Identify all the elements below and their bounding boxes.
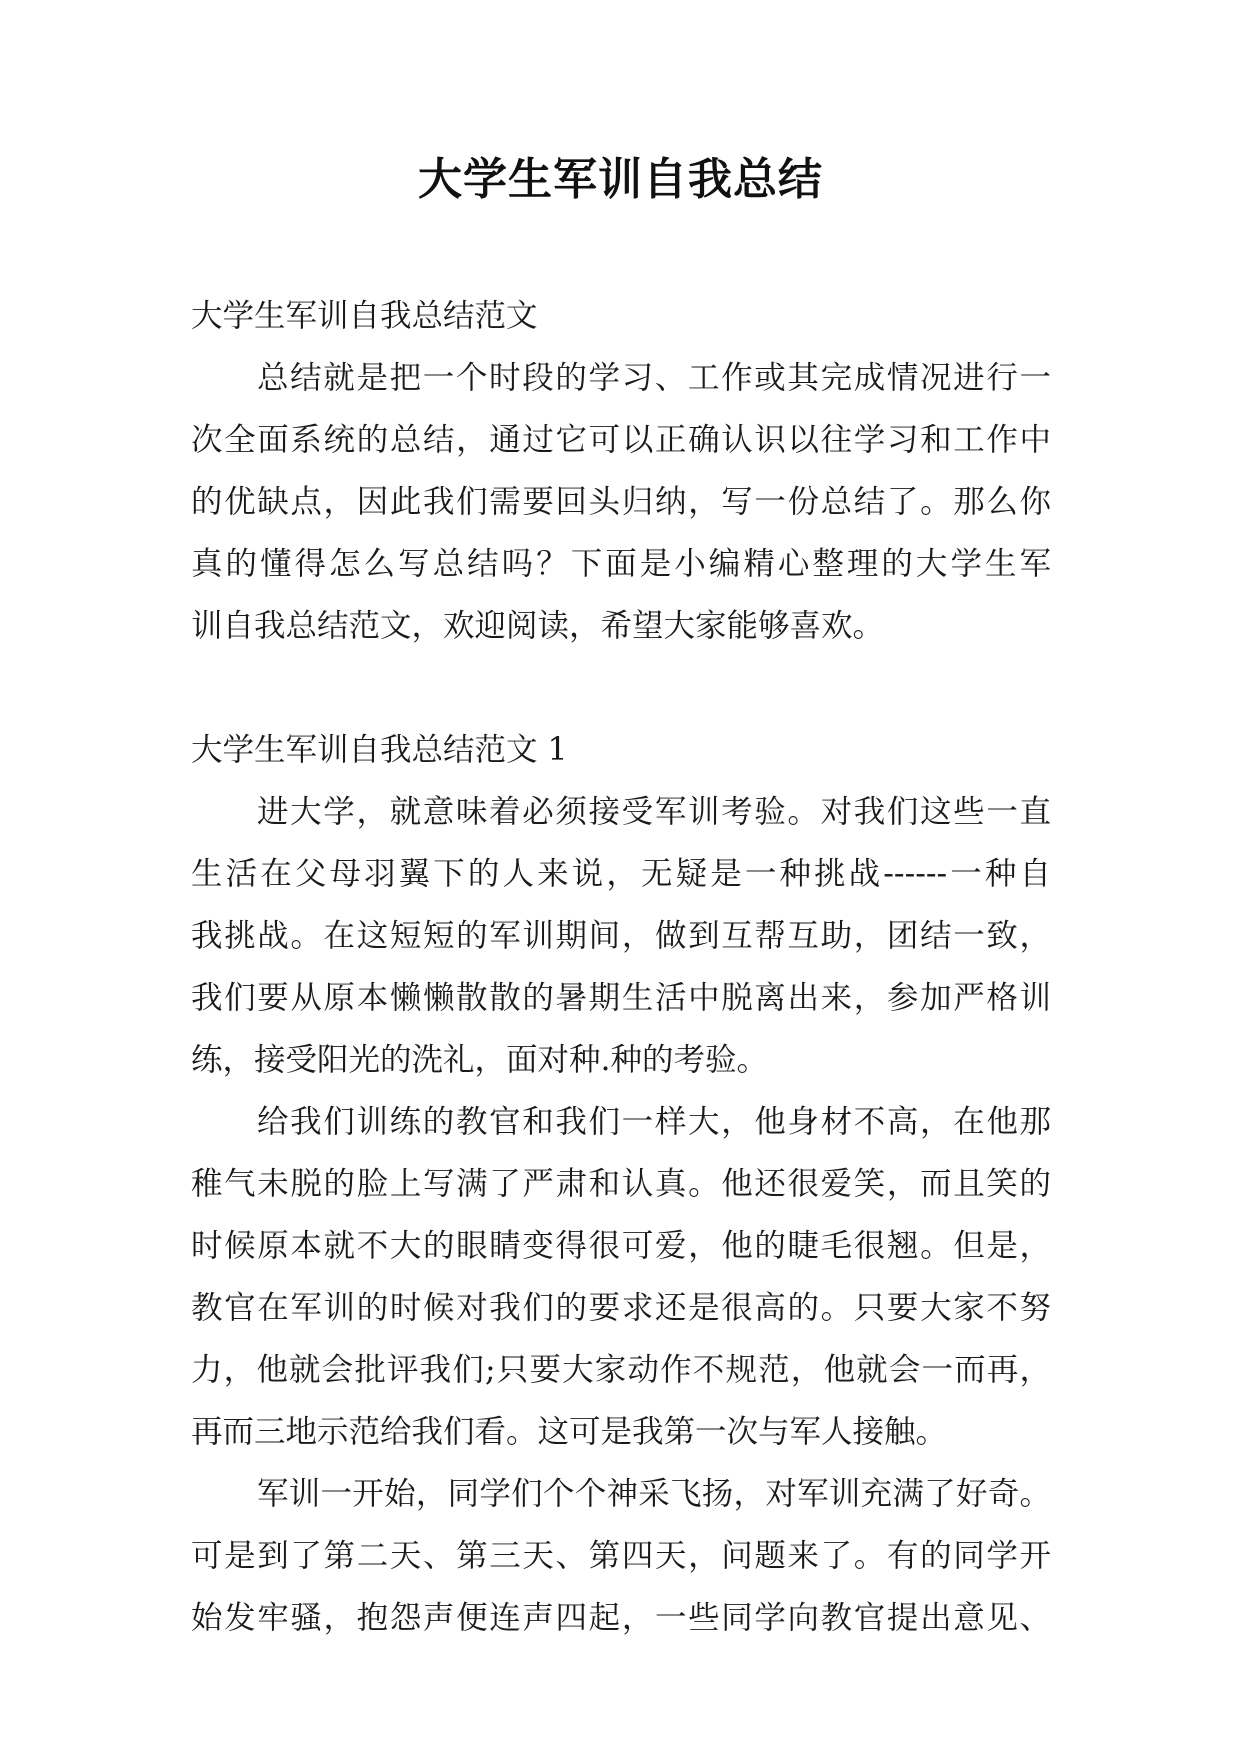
text-line: 真的懂得怎么写总结吗？下面是小编精心整理的大学生军 [191, 546, 1051, 582]
text-line: 始发牢骚，抱怨声便连声四起，一些同学向教官提出意见、 [191, 1600, 1051, 1636]
text-line: 大学生军训自我总结范文 [191, 298, 538, 334]
text-line: 时候原本就不大的眼睛变得很可爱，他的睫毛很翘。但是， [191, 1228, 1051, 1264]
text-line: 力，他就会批评我们;只要大家动作不规范，他就会一而再， [191, 1352, 1051, 1388]
document-title: 大学生军训自我总结 [418, 154, 823, 205]
text-line: 军训一开始，同学们个个神采飞扬，对军训充满了好奇。 [257, 1476, 1051, 1512]
text-line: 稚气未脱的脸上写满了严肃和认真。他还很爱笑，而且笑的 [191, 1166, 1051, 1202]
text-line: 进大学，就意味着必须接受军训考验。对我们这些一直 [257, 794, 1051, 830]
text-line: 我挑战。在这短短的军训期间，做到互帮互助，团结一致， [191, 918, 1051, 954]
document-body [191, 285, 1051, 1649]
text-line: 教官在军训的时候对我们的要求还是很高的。只要大家不努 [191, 1290, 1051, 1326]
text-line: 的优缺点，因此我们需要回头归纳，写一份总结了。那么你 [191, 484, 1051, 520]
text-line: 练，接受阳光的洗礼，面对种.种的考验。 [191, 1042, 769, 1078]
text-line: 次全面系统的总结，通过它可以正确认识以往学习和工作中 [191, 422, 1051, 458]
text-line: 我们要从原本懒懒散散的暑期生活中脱离出来，参加严格训 [191, 980, 1051, 1016]
text-line: 再而三地示范给我们看。这可是我第一次与军人接触。 [191, 1414, 948, 1450]
text-line: 训自我总结范文，欢迎阅读，希望大家能够喜欢。 [191, 608, 885, 644]
text-line: 可是到了第二天、第三天、第四天，问题来了。有的同学开 [191, 1538, 1051, 1574]
text-line: 给我们训练的教官和我们一样大，他身材不高，在他那 [257, 1104, 1051, 1140]
text-line: 大学生军训自我总结范文 1 [191, 732, 568, 768]
text-line: 总结就是把一个时段的学习、工作或其完成情况进行一 [257, 360, 1051, 396]
blank-line [191, 657, 1051, 719]
text-line: 生活在父母羽翼下的人来说，无疑是一种挑战------一种自 [191, 856, 1051, 892]
